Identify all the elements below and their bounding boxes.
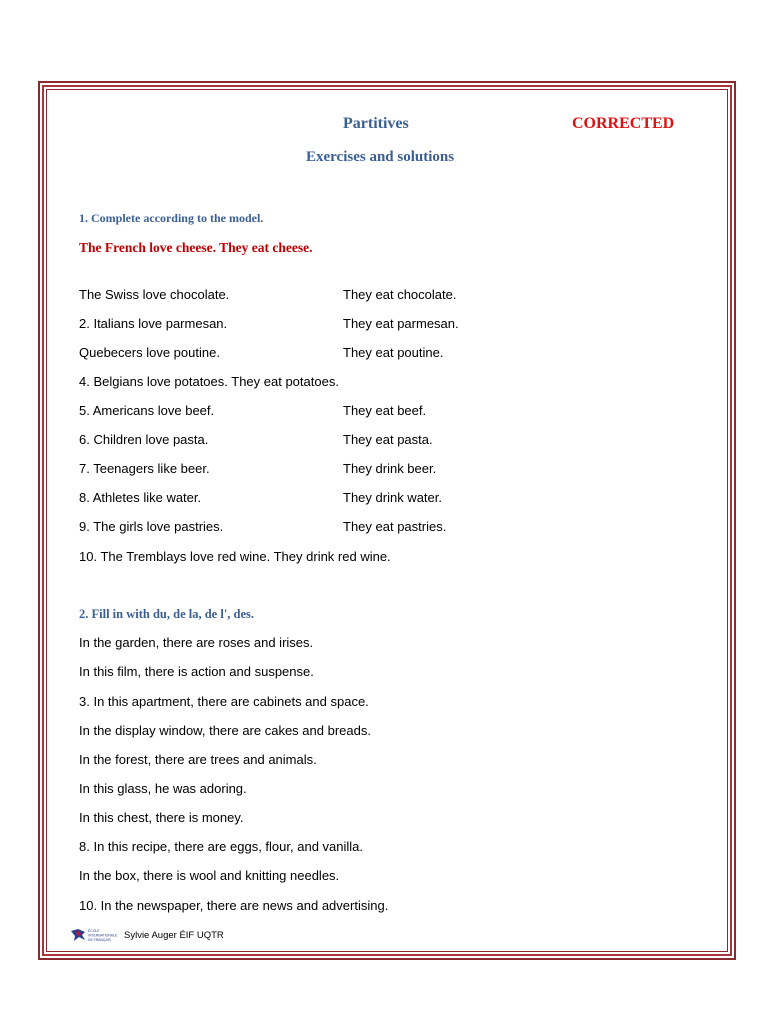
fill-line-10: 10. In the newspaper, there are news and advertising. [79, 898, 389, 913]
fill-line-1: In the garden, there are roses and irises. [79, 635, 314, 650]
exercise-9-left: 9. The girls love pastries. [79, 519, 224, 534]
exercise-1-right: They eat chocolate. [343, 287, 457, 302]
exercise-6-left: 6. Children love pasta. [79, 432, 209, 447]
page-subtitle: Exercises and solutions [306, 149, 455, 165]
section-2-heading: 2. Fill in with du, de la, de l', des. [79, 607, 255, 621]
footer-credit: Sylvie Auger ÉIF UQTR [124, 929, 224, 941]
model-sentence: The French love cheese. They eat cheese. [79, 240, 313, 255]
logo-line-1: ÉCOLE [88, 929, 100, 933]
section-1-heading: 1. Complete according to the model. [79, 211, 264, 225]
logo-line-2: INTERNATIONALE [88, 933, 118, 938]
exercise-2-left: 2. Italians love parmesan. [79, 316, 228, 331]
exercise-10-line: 10. The Tremblays love red wine. They drink red wine. [79, 549, 391, 564]
fill-line-4: In the display window, there are cakes and breads. [79, 723, 371, 738]
exercise-8-left: 8. Athletes like water. [79, 490, 202, 505]
fill-line-9: In the box, there is wool and knitting needles. [79, 868, 340, 883]
fill-line-2: In this film, there is action and suspense. [79, 664, 314, 679]
page-title: Partitives [343, 115, 409, 132]
exercise-8-right: They drink water. [343, 490, 442, 505]
exercise-7-right: They drink beer. [343, 461, 437, 476]
fill-line-6: In this glass, he was adoring. [79, 781, 247, 796]
exercise-3-left: Quebecers love poutine. [79, 345, 220, 360]
footer [70, 926, 224, 944]
fill-line-5: In the forest, there are trees and animals. [79, 752, 317, 767]
exercise-3-right: They eat poutine. [343, 345, 444, 360]
exercise-7-left: 7. Teenagers like beer. [79, 461, 210, 476]
school-logo-icon [70, 927, 120, 943]
fill-line-3: 3. In this apartment, there are cabinets and space. [79, 694, 369, 709]
fill-line-8: 8. In this recipe, there are eggs, flour, and vanilla. [79, 839, 364, 854]
exercise-5-left: 5. Americans love beef. [79, 403, 215, 418]
exercise-6-right: They eat pasta. [343, 432, 433, 447]
exercise-1-left: The Swiss love chocolate. [79, 287, 230, 302]
exercise-9-right: They eat pastries. [343, 519, 447, 534]
corrected-label: CORRECTED [572, 115, 675, 132]
fill-line-7: In this chest, there is money. [79, 810, 244, 825]
exercise-2-right: They eat parmesan. [343, 316, 459, 331]
exercise-5-right: They eat beef. [343, 403, 427, 418]
logo-line-3: DE FRANÇAIS [88, 938, 111, 942]
exercise-4-line: 4. Belgians love potatoes. They eat potatoes. [79, 374, 339, 389]
